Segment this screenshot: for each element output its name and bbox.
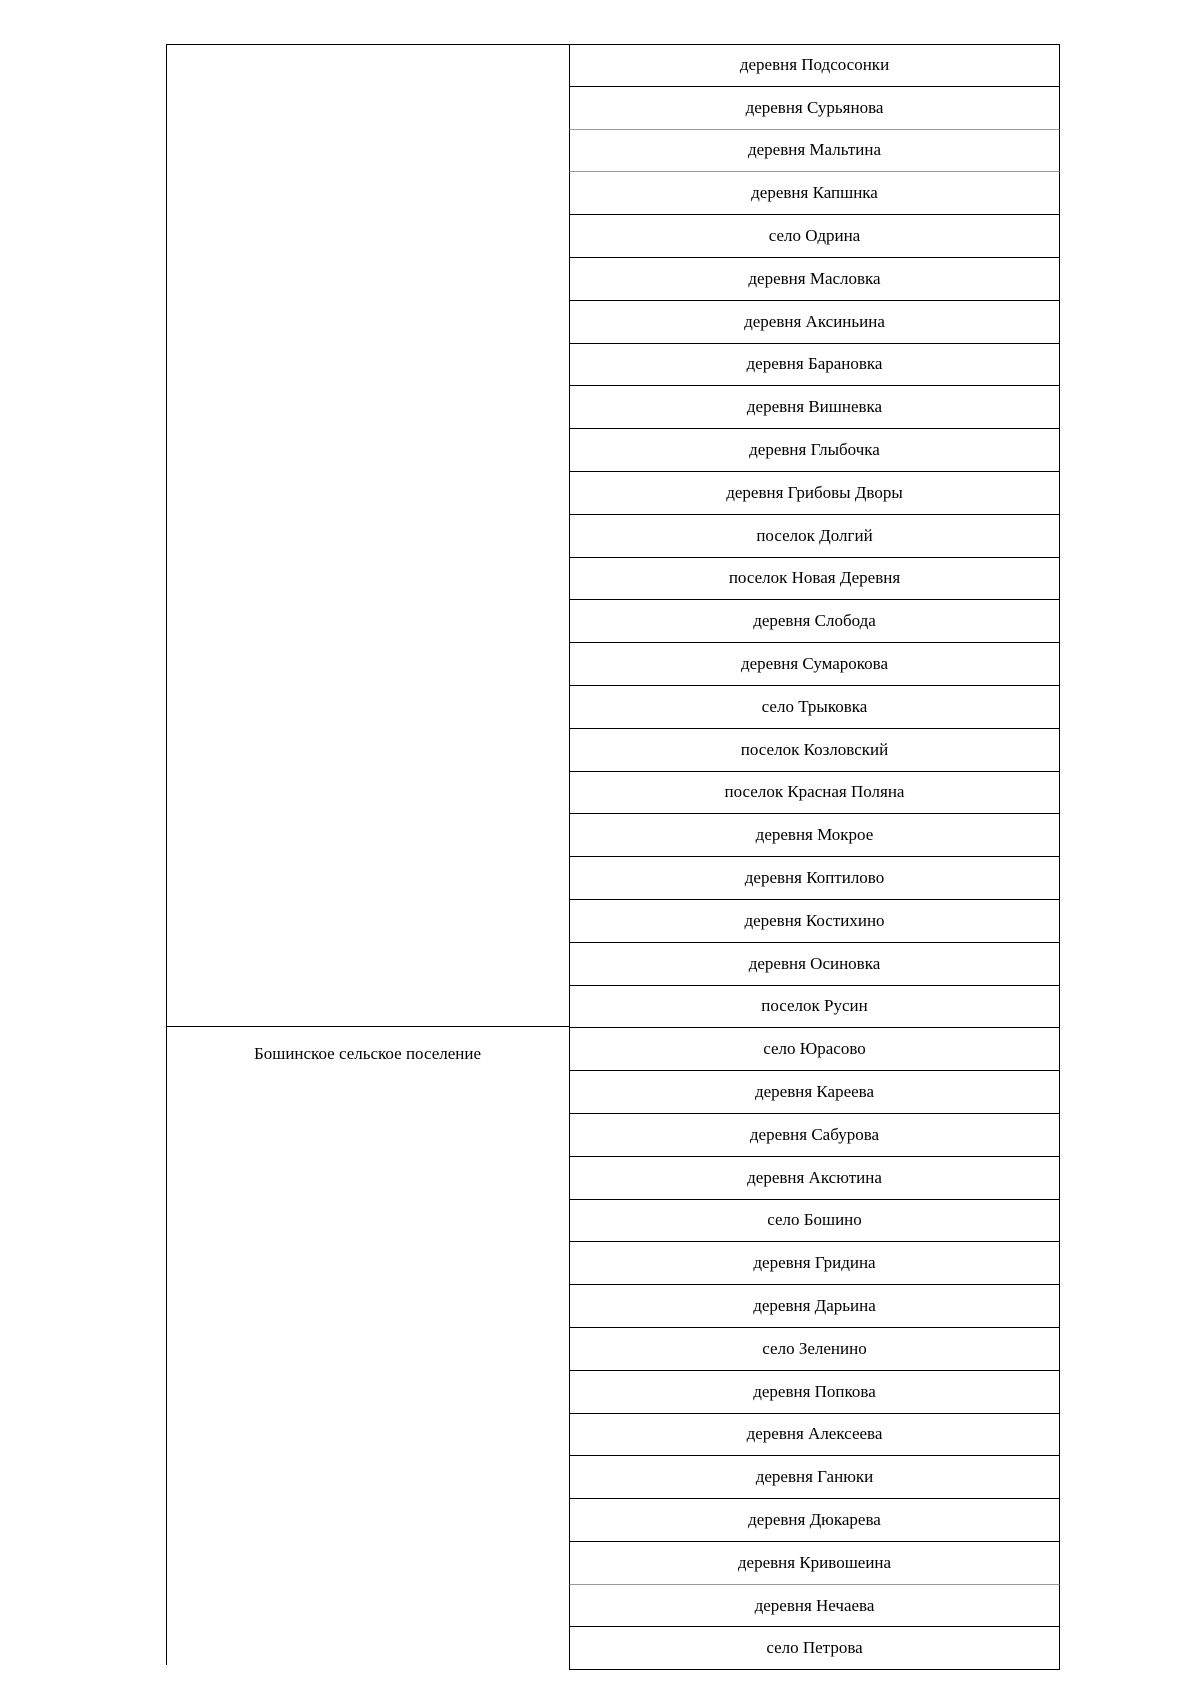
settlement-name: село Зеленино bbox=[762, 1338, 867, 1358]
settlement-name: село Юрасово bbox=[763, 1039, 866, 1059]
settlement-row bbox=[569, 258, 1060, 301]
settlement-name: поселок Новая Деревня bbox=[728, 568, 901, 588]
settlement-row bbox=[569, 1114, 1060, 1157]
settlement-row bbox=[569, 1328, 1060, 1371]
settlement-name: деревня Дюкарева bbox=[748, 1509, 881, 1529]
district-column bbox=[166, 44, 569, 1665]
settlement-row bbox=[569, 515, 1060, 558]
settlement-row bbox=[569, 1157, 1060, 1200]
settlement-name: деревня Барановка bbox=[746, 354, 883, 374]
settlement-name: село Петрова bbox=[766, 1638, 863, 1658]
settlement-name: деревня Аксютина bbox=[747, 1167, 882, 1187]
settlement-row bbox=[569, 44, 1060, 87]
settlement-row bbox=[569, 1071, 1060, 1114]
settlement-name: село Одрина bbox=[768, 226, 861, 246]
settlement-name: деревня Дарьина bbox=[753, 1296, 876, 1315]
settlement-name: деревня Костихино bbox=[744, 910, 885, 930]
settlement-name: деревня Слобода bbox=[753, 611, 876, 631]
settlement-row bbox=[569, 1242, 1060, 1285]
settlement-name: деревня Гридина bbox=[753, 1253, 876, 1273]
settlement-row bbox=[569, 1200, 1060, 1243]
settlement-row bbox=[569, 1542, 1060, 1585]
settlement-name: деревня Капшнка bbox=[751, 183, 878, 203]
settlement-row bbox=[569, 600, 1060, 643]
settlement-name: деревня Нечаева bbox=[754, 1595, 875, 1615]
settlement-row bbox=[569, 172, 1060, 215]
settlement-name: поселок Русин bbox=[761, 996, 868, 1016]
settlement-row bbox=[569, 130, 1060, 173]
settlement-row bbox=[569, 215, 1060, 258]
settlement-row bbox=[569, 900, 1060, 943]
settlement-name: деревня Вишневка bbox=[746, 397, 883, 417]
settlement-name: деревня Сабурова bbox=[749, 1124, 880, 1144]
settlement-row bbox=[569, 1028, 1060, 1071]
settlement-column bbox=[569, 44, 1060, 1670]
settlement-name: деревня Мокрое bbox=[755, 825, 874, 845]
settlement-name: деревня Грибовы Дворы bbox=[726, 482, 903, 502]
settlement-name: деревня Глыбочка bbox=[749, 440, 880, 460]
table-left-border bbox=[166, 44, 167, 1665]
district-name-boshinskoe: Бошинское сельское поселение bbox=[253, 1044, 482, 1063]
settlement-name: деревня Сумарокова bbox=[740, 654, 889, 674]
settlement-row bbox=[569, 686, 1060, 729]
settlement-row bbox=[569, 643, 1060, 686]
table-top-border bbox=[166, 44, 569, 45]
settlement-row bbox=[569, 1371, 1060, 1414]
settlement-name: деревня Мальтина bbox=[747, 140, 881, 160]
settlement-name: деревня Аксиньина bbox=[744, 311, 885, 331]
settlement-name: деревня Ганюки bbox=[755, 1467, 874, 1487]
settlement-name: поселок Козловский bbox=[740, 739, 889, 759]
settlement-row bbox=[569, 344, 1060, 387]
settlement-row bbox=[569, 386, 1060, 429]
settlement-row bbox=[569, 943, 1060, 986]
settlement-name: поселок Долгий bbox=[756, 525, 873, 545]
settlement-row bbox=[569, 429, 1060, 472]
settlement-name: деревня Алексеева bbox=[746, 1424, 883, 1444]
settlement-row bbox=[569, 1585, 1060, 1628]
settlement-row bbox=[569, 986, 1060, 1029]
settlement-name: деревня Попкова bbox=[753, 1381, 876, 1401]
settlement-row bbox=[569, 814, 1060, 857]
district-divider bbox=[166, 1026, 569, 1027]
settlement-row bbox=[569, 87, 1060, 130]
settlement-name: поселок Красная Поляна bbox=[724, 782, 905, 802]
settlement-row bbox=[569, 857, 1060, 900]
settlement-name: деревня Коптилово bbox=[744, 868, 885, 888]
settlement-name: деревня Сурьянова bbox=[745, 97, 884, 117]
settlement-row bbox=[569, 301, 1060, 344]
settlement-name: деревня Кареева bbox=[754, 1082, 875, 1102]
settlement-row bbox=[569, 1627, 1060, 1670]
settlement-row bbox=[569, 472, 1060, 515]
settlement-row bbox=[569, 729, 1060, 772]
settlement-name: село Бошино bbox=[767, 1210, 862, 1230]
settlement-name: деревня Осиновка bbox=[748, 953, 881, 973]
settlement-row bbox=[569, 1499, 1060, 1542]
settlement-name: деревня Подсосонки bbox=[739, 55, 890, 75]
settlement-name: село Трыковка bbox=[761, 696, 868, 716]
settlement-row bbox=[569, 1456, 1060, 1499]
settlement-row bbox=[569, 772, 1060, 815]
settlement-row bbox=[569, 1285, 1060, 1328]
settlement-row bbox=[569, 558, 1060, 601]
settlement-name: деревня Кривошеина bbox=[737, 1552, 892, 1572]
settlement-name: деревня Масловка bbox=[748, 268, 881, 288]
settlement-row bbox=[569, 1414, 1060, 1457]
